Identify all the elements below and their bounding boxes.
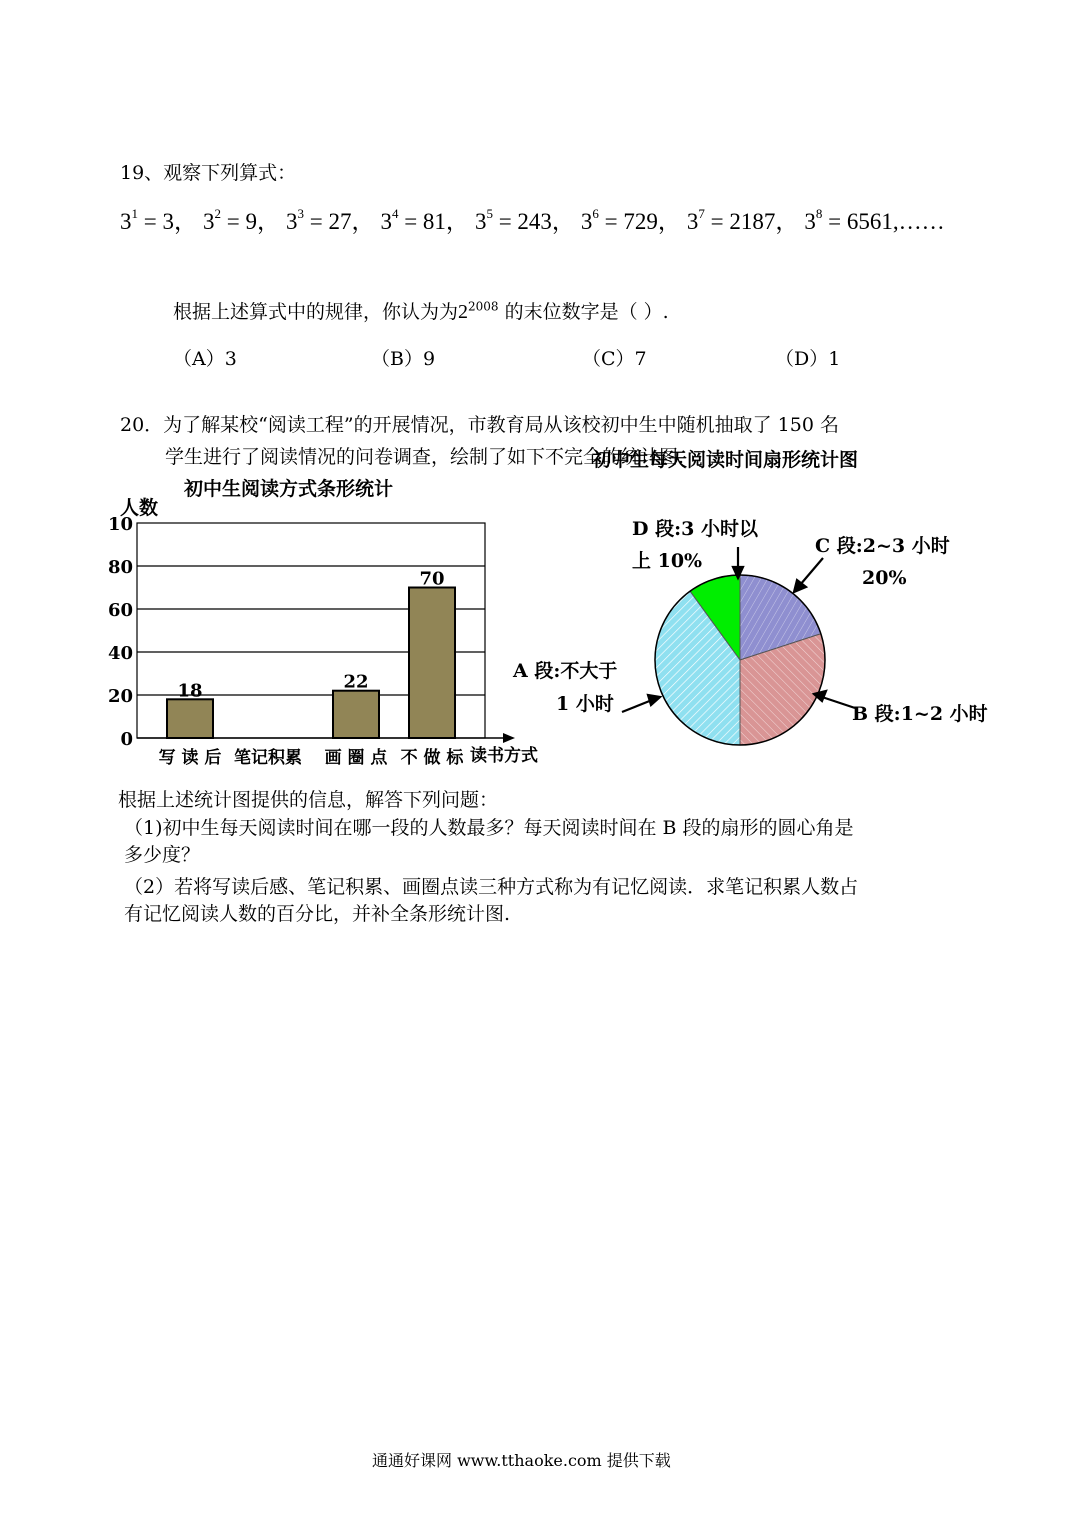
- bar-chart-title: 初中生阅读方式条形统计: [184, 478, 394, 500]
- arrow-a: [622, 700, 652, 712]
- bar-value-label: 18: [177, 680, 203, 702]
- pie-chart: [512, 448, 988, 745]
- equation-7: $3^7 = 2187$，: [686, 206, 799, 234]
- category-label: 画 圈 点: [324, 748, 388, 768]
- q19-title: 19、观察下列算式：: [120, 162, 297, 184]
- bar-value-label: 22: [343, 671, 369, 693]
- option-c: （C）7: [582, 348, 647, 370]
- category-label: 写 读 后: [158, 748, 222, 768]
- q20-line1: 20．为了解某校“阅读工程”的开展情况，市教育局从该校初中生中随机抽取了 150 名: [120, 414, 839, 436]
- bar: [409, 588, 455, 739]
- option-d: （D）1: [775, 348, 841, 370]
- q20-sub1-line1: （1)初中生每天阅读时间在哪一段的人数最多？每天阅读时间在 B 段的扇形的圆心角是: [124, 817, 854, 839]
- y-tick-label: 0: [120, 729, 133, 750]
- option-a: （A）3: [173, 348, 237, 370]
- y-tick-label: 60: [107, 600, 133, 621]
- arrow-a-head: [648, 695, 660, 705]
- equation-4: $3^4 = 81$，: [380, 206, 469, 234]
- equation-8: $3^8$ = 6561,……: [804, 206, 945, 234]
- equation-5: $3^5 = 243$，: [474, 206, 575, 234]
- y-tick-label: 80: [107, 557, 133, 578]
- category-label: 笔记积累: [234, 748, 302, 768]
- arrow-c: [800, 558, 823, 585]
- q20-line2: 学生进行了阅读情况的问卷调查，绘制了如下不完全的统计图.: [165, 446, 685, 468]
- q20-sub2-line1: （2）若将写读后感、笔记积累、画圈点读三种方式称为有记忆阅读．求笔记积累人数占: [124, 876, 859, 898]
- q19-question-base: 2: [458, 301, 469, 323]
- pie-label-a-line1: A 段:不大于: [513, 660, 618, 682]
- pie-label-c-line2: 20%: [862, 567, 907, 589]
- pie-chart-title: 初中生每天阅读时间扇形统计图: [592, 449, 859, 471]
- pie-label-b: B 段:1~2 小时: [852, 703, 988, 725]
- y-tick-label: 10: [107, 514, 133, 535]
- option-b: （B）9: [371, 348, 436, 370]
- q20-after: 根据上述统计图提供的信息，解答下列问题：: [118, 789, 499, 811]
- bar-value-label: 70: [419, 568, 445, 590]
- pie-label-d-line1: D 段:3 小时以: [632, 518, 758, 540]
- bar-chart-xlabel: 读书方式: [470, 746, 538, 766]
- bar: [333, 691, 379, 738]
- q19-question-exp: 2008: [468, 299, 499, 314]
- equation-2: $3^2 = 9$，: [202, 206, 280, 234]
- bar-chart: [108, 477, 538, 768]
- pie-label-d-line2: 上 10%: [632, 550, 703, 572]
- bar-chart-ylabel: 人数: [120, 497, 159, 519]
- x-axis-arrow: [503, 733, 515, 743]
- q20-sub2-line2: 有记忆阅读人数的百分比，并补全条形统计图.: [124, 903, 511, 925]
- arrow-c-head: [794, 580, 806, 592]
- q19-question-post: 的末位数字是（ ）.: [504, 301, 669, 323]
- pie-label-c-line1: C 段:2~3 小时: [815, 535, 950, 557]
- equation-3: $3^3 = 27$，: [285, 206, 375, 234]
- equation-1: $3^1 = 3$，: [120, 206, 197, 234]
- equation-6: $3^6 = 729$，: [580, 206, 681, 234]
- y-tick-label: 40: [107, 643, 133, 664]
- y-tick-label: 20: [107, 686, 133, 707]
- q19-question-pre: 根据上述算式中的规律，你认为为: [173, 301, 459, 323]
- arrow-b: [822, 697, 855, 708]
- q20-sub1-line2: 多少度？: [124, 844, 201, 866]
- footer: 通通好课网 www.tthaoke.com 提供下载: [372, 1451, 671, 1470]
- pie-label-a-line2: 1 小时: [556, 693, 614, 715]
- bar: [167, 699, 213, 738]
- category-label: 不 做 标: [400, 748, 464, 768]
